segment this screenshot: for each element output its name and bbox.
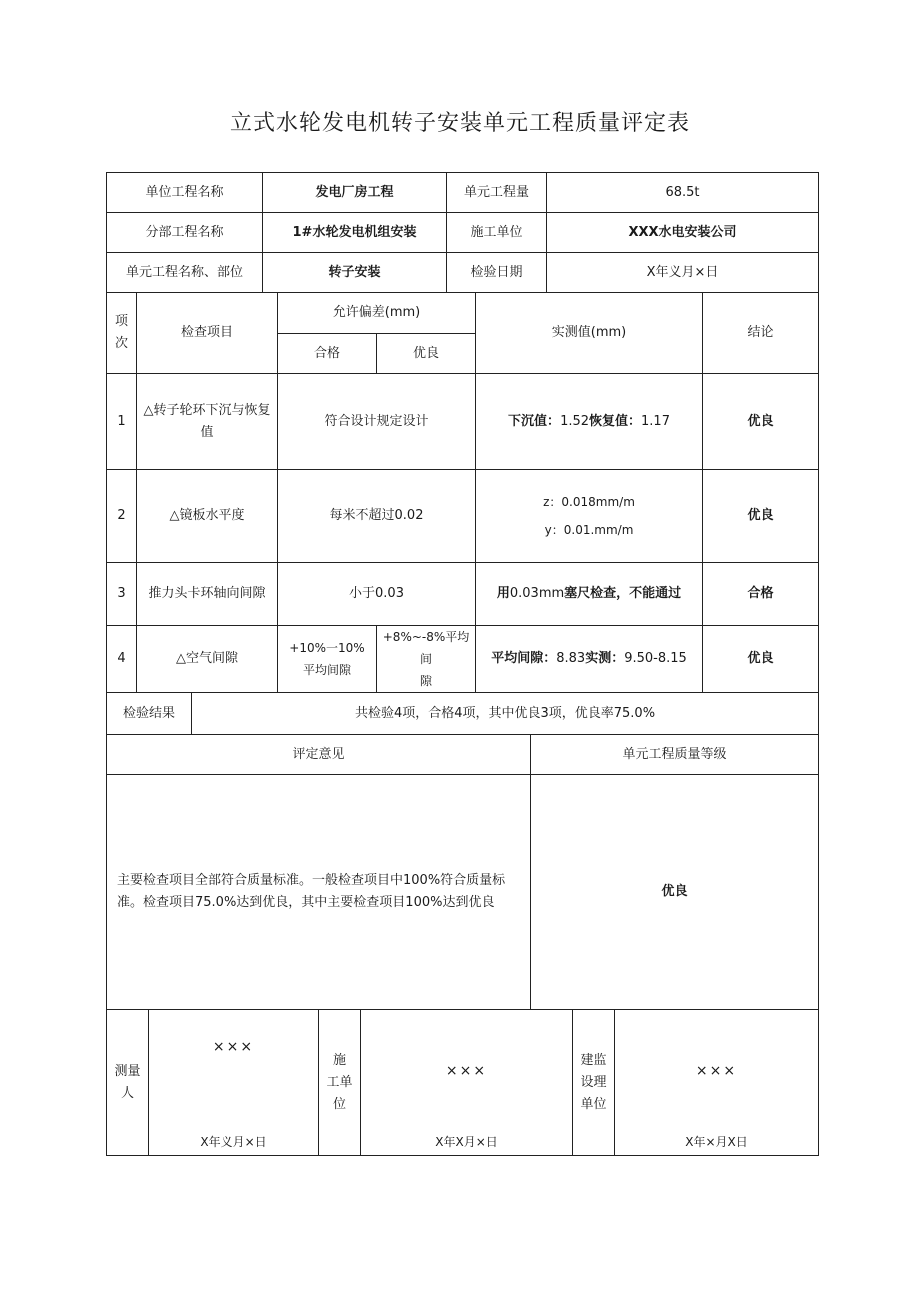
element-name-value: 转子安装 xyxy=(263,253,447,293)
item-conclusion: 优良 xyxy=(703,470,819,563)
grade-value: 优良 xyxy=(531,775,819,1010)
signature-row xyxy=(107,1010,819,1156)
assessment-table xyxy=(106,734,819,1010)
surveyor-signature xyxy=(149,1010,319,1156)
unit-project-label: 单位工程名称 xyxy=(107,173,263,213)
item-conclusion: 优良 xyxy=(703,374,819,470)
result-label: 检验结果 xyxy=(107,693,192,735)
item-measured: 平均间隙：8.83实测：9.50-8.15 xyxy=(476,626,703,693)
element-quantity-label: 单元工程量 xyxy=(447,173,547,213)
contractor-label: 施工单位 xyxy=(447,213,547,253)
item-measured: z：0.018mm/m y：0.01.mm/m xyxy=(476,470,703,563)
opinion-header: 评定意见 xyxy=(107,735,531,775)
surveyor-label: 测量 人 xyxy=(107,1010,149,1156)
evaluation-form xyxy=(106,172,818,1156)
item-conclusion: 合格 xyxy=(703,563,819,626)
header-info-table xyxy=(106,172,819,293)
result-text: 共检验4项，合格4项，其中优良3项，优良率75.0% xyxy=(192,693,819,735)
signature-name: ××× xyxy=(445,1063,488,1079)
signature-date: X年义月×日 xyxy=(200,1135,267,1149)
signature-name: ××× xyxy=(212,1039,255,1055)
element-quantity-value: 68.5t xyxy=(547,173,819,213)
item-measured: 用0.03mm塞尺检查，不能通过 xyxy=(476,563,703,626)
header-row xyxy=(107,213,819,253)
grade-header: 单元工程质量等级 xyxy=(531,735,819,775)
item-no-header: 项 次 xyxy=(107,293,137,374)
qualified-header: 合格 xyxy=(278,334,377,374)
conclusion-header: 结论 xyxy=(703,293,819,374)
signature-date: X年×月X日 xyxy=(685,1135,748,1149)
signature-table xyxy=(106,1009,819,1156)
excellent-header: 优良 xyxy=(377,334,476,374)
result-table xyxy=(106,692,819,735)
column-header-row xyxy=(107,293,819,334)
supervisor-label: 建监 设理 单位 xyxy=(573,1010,615,1156)
header-row xyxy=(107,253,819,293)
item-excellent-tolerance: +8%~-8%平均间 隙 xyxy=(377,626,476,693)
unit-project-value: 发电厂房工程 xyxy=(263,173,447,213)
division-project-label: 分部工程名称 xyxy=(107,213,263,253)
item-qualified-tolerance: +10%一10% 平均间隙 xyxy=(278,626,377,693)
assessment-body-row xyxy=(107,775,819,1010)
table-row xyxy=(107,470,819,563)
item-tolerance: 小于0.03 xyxy=(278,563,476,626)
inspection-table xyxy=(106,292,819,693)
tolerance-header: 允许偏差(mm) xyxy=(278,293,476,334)
contractor-sign-label: 施 工单 位 xyxy=(319,1010,361,1156)
inspection-date-label: 检验日期 xyxy=(447,253,547,293)
item-no: 2 xyxy=(107,470,137,563)
measured-header: 实测值(mm) xyxy=(476,293,703,374)
contractor-signature xyxy=(361,1010,573,1156)
header-row xyxy=(107,173,819,213)
page-title: 立式水轮发电机转子安装单元工程质量评定表 xyxy=(229,111,690,136)
table-row xyxy=(107,374,819,470)
contractor-value: XXX水电安装公司 xyxy=(547,213,819,253)
check-item-header: 检查项目 xyxy=(137,293,278,374)
inspection-date-value: X年义月×日 xyxy=(547,253,819,293)
table-row xyxy=(107,563,819,626)
item-conclusion: 优良 xyxy=(703,626,819,693)
element-name-label: 单元工程名称、部位 xyxy=(107,253,263,293)
item-tolerance: 每米不超过0.02 xyxy=(278,470,476,563)
opinion-text: 主要检查项目全部符合质量标准。一般检查项目中100%符合质量标 准。检查项目75.0%达到优良，其中主要检查项目100%达到优良 xyxy=(107,775,531,1010)
item-no: 4 xyxy=(107,626,137,693)
item-measured: 下沉值：1.52恢复值：1.17 xyxy=(476,374,703,470)
division-project-value: 1#水轮发电机组安装 xyxy=(263,213,447,253)
item-tolerance: 符合设计规定设计 xyxy=(278,374,476,470)
assessment-header-row xyxy=(107,735,819,775)
item-name: △空气间隙 xyxy=(137,626,278,693)
item-name: △镜板水平度 xyxy=(137,470,278,563)
item-no: 3 xyxy=(107,563,137,626)
signature-date: X年X月×日 xyxy=(435,1135,498,1149)
item-no: 1 xyxy=(107,374,137,470)
item-name: △转子轮环下沉与恢复 值 xyxy=(137,374,278,470)
item-name: 推力头卡环轴向间隙 xyxy=(137,563,278,626)
supervisor-signature xyxy=(615,1010,819,1156)
table-row xyxy=(107,626,819,693)
result-row xyxy=(107,693,819,735)
signature-name: ××× xyxy=(695,1063,738,1079)
